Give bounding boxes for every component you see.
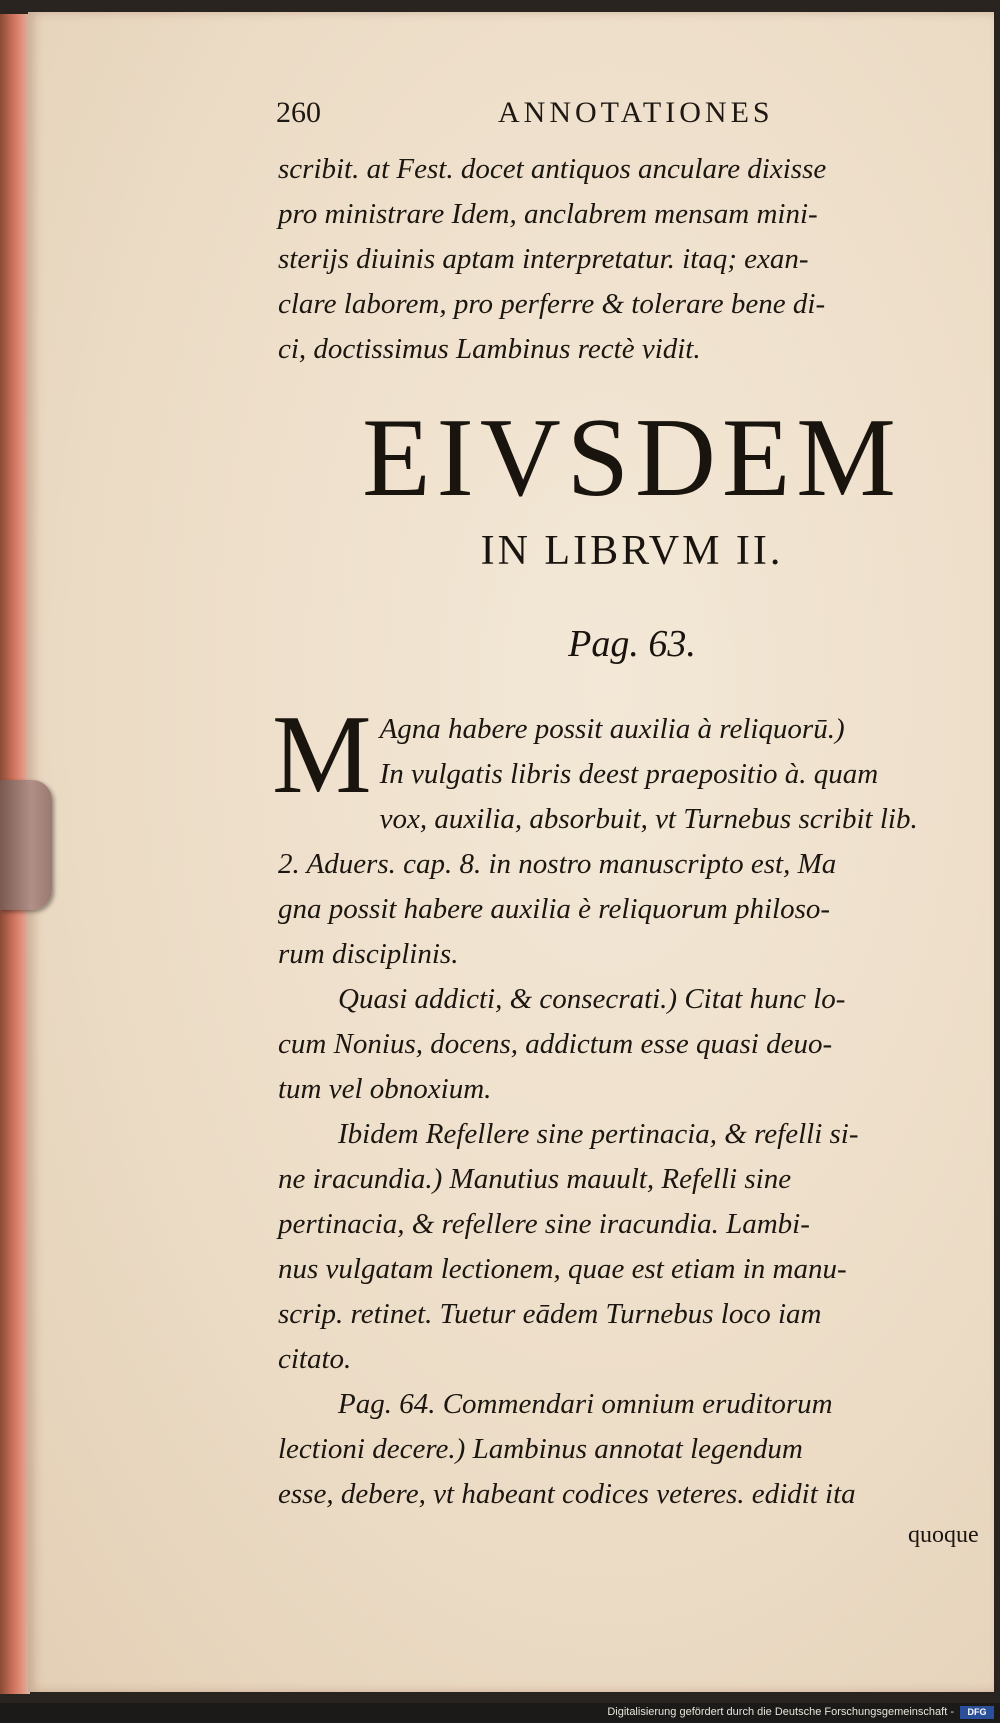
text-line: Agna habere possit auxilia à reliquorū.) [379, 713, 845, 745]
text-line: vox, auxilia, absorbuit, vt Turnebus scribit lib. [379, 803, 918, 835]
text-line: Quasi addicti, & consecrati.) Citat hunc lo- [338, 983, 846, 1015]
funding-credit: Digitalisierung gefördert durch die Deutsche Forschungsgemeinschaft - [607, 1706, 954, 1718]
body-text [272, 693, 978, 1517]
catchword: quoque [908, 1522, 979, 1548]
paragraph-2 [278, 977, 978, 1112]
top-paragraph [278, 147, 978, 372]
text-line: lectioni decere.) Lambinus annotat legendum [278, 1433, 803, 1465]
text-line: clare laborem, pro perferre & tolerare bene di- [278, 288, 826, 320]
section-title: EIVSDEM [362, 396, 902, 520]
text-line: pertinacia, & refellere sine iracundia. Lambi- [278, 1208, 810, 1240]
page-number: 260 [276, 96, 321, 129]
dfg-logo-icon: DFG [960, 1706, 994, 1719]
text-line: ci, doctissimus Lambinus rectè vidit. [278, 333, 701, 365]
text-line: Pag. 64. Commendari omnium eruditorum [338, 1388, 833, 1420]
page-reference: Pag. 63. [568, 623, 696, 665]
book-page [28, 12, 994, 1692]
section-subtitle: IN LIBRVM II. [480, 528, 784, 574]
footer-bar [0, 1703, 1000, 1723]
text-line: nus vulgatam lectionem, quae est etiam in manu- [278, 1253, 847, 1285]
text-line: Ibidem Refellere sine pertinacia, & refelli si- [338, 1118, 859, 1150]
text-line: ne iracundia.) Manutius mauult, Refelli sine [278, 1163, 792, 1195]
text-line: sterijs diuinis aptam interpretatur. itaq; exan- [278, 243, 809, 275]
drop-cap: M [272, 693, 372, 817]
running-head [28, 96, 994, 136]
running-title: ANNOTATIONES [498, 96, 774, 129]
text-line: gna possit habere auxilia è reliquorum philoso- [278, 893, 831, 925]
text-line: 2. Aduers. cap. 8. in nostro manuscripto est, Ma [278, 848, 837, 880]
text-line: esse, debere, vt habeant codices veteres. edidit ita [278, 1478, 856, 1510]
paragraph-4 [278, 1382, 978, 1517]
text-line: scrip. retinet. Tuetur eādem Turnebus loco iam [278, 1298, 822, 1330]
text-line: citato. [278, 1343, 352, 1375]
text-line: In vulgatis libris deest praepositio à. quam [379, 758, 879, 790]
text-line: rum disciplinis. [278, 938, 459, 970]
paragraph-3 [278, 1112, 978, 1382]
text-line: cum Nonius, docens, addictum esse quasi deuo- [278, 1028, 833, 1060]
text-line: tum vel obnoxium. [278, 1073, 492, 1105]
paragraph-1 [272, 693, 978, 977]
text-line: pro ministrare Idem, anclabrem mensam mini- [278, 198, 818, 230]
text-line: scribit. at Fest. docet antiquos anculare dixisse [278, 153, 827, 185]
bookmark-ribbon [0, 780, 52, 910]
